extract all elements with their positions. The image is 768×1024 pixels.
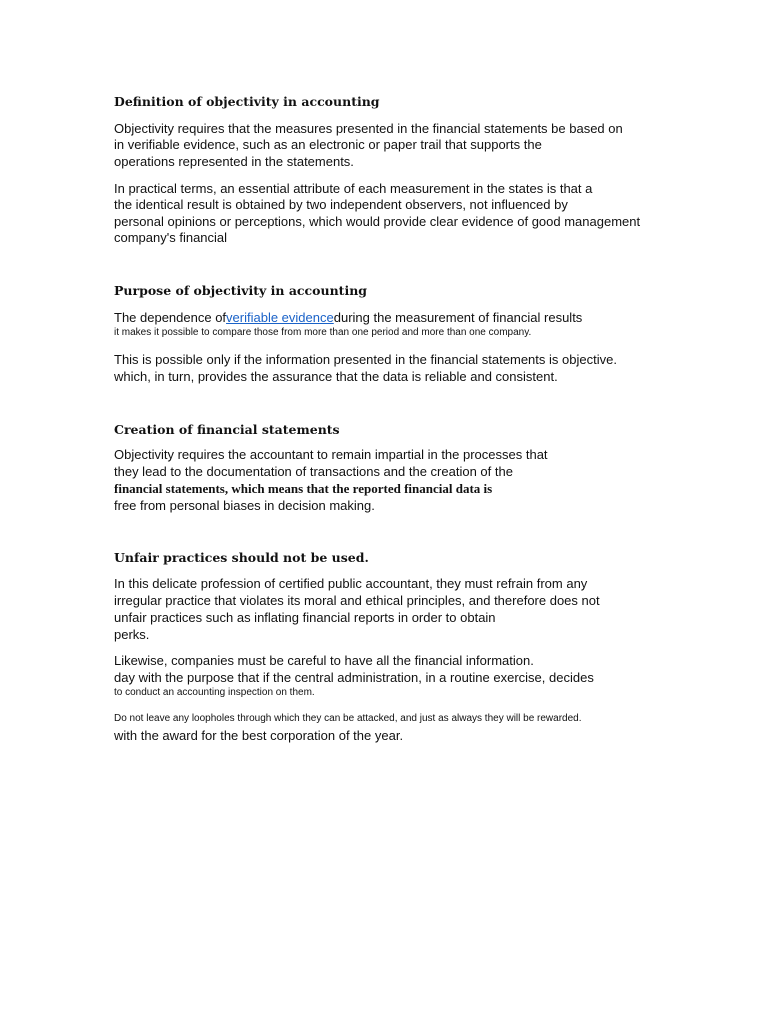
paragraph-line-small: to conduct an accounting inspection on them. xyxy=(114,687,315,698)
paragraph-line: Likewise, companies must be careful to have all the financial information. xyxy=(114,653,534,668)
paragraph-line: free from personal biases in decision making. xyxy=(114,498,375,513)
paragraph-line: with the award for the best corporation of the year. xyxy=(114,728,404,743)
paragraph-line: they lead to the documentation of transactions and the creation of the xyxy=(114,464,513,479)
section-heading-purpose: Purpose of objectivity in accounting xyxy=(114,283,368,298)
text-before-link: The dependence of xyxy=(114,310,227,325)
paragraph-line: This is possible only if the information presented in the financial statements is objective. xyxy=(114,352,617,367)
paragraph-line xyxy=(114,310,582,326)
paragraph-line: Objectivity requires the accountant to remain impartial in the processes that xyxy=(114,447,548,462)
paragraph-line-small: Do not leave any loopholes through which they can be attacked, and just as always they will be rewarded. xyxy=(114,713,582,724)
verifiable-evidence-link[interactable]: verifiable evidence xyxy=(226,310,334,325)
paragraph-line: unfair practices such as inflating financial reports in order to obtain xyxy=(114,610,496,625)
section-heading-definition: Definition of objectivity in accounting xyxy=(114,94,380,109)
section-heading-unfair-practices: Unfair practices should not be used. xyxy=(114,550,369,565)
paragraph-line: in verifiable evidence, such as an electronic or paper trail that supports the xyxy=(114,137,542,152)
paragraph-line: the identical result is obtained by two independent observers, not influenced by xyxy=(114,197,568,212)
paragraph-line: company's financial xyxy=(114,230,228,245)
section-heading-creation: Creation of financial statements xyxy=(114,422,340,437)
paragraph-line-small: it makes it possible to compare those from more than one period and more than one company. xyxy=(114,327,532,338)
paragraph-line: Objectivity requires that the measures presented in the financial statements be based on xyxy=(114,121,623,136)
paragraph-line: day with the purpose that if the central administration, in a routine exercise, decides xyxy=(114,670,594,685)
paragraph-line: In practical terms, an essential attribute of each measurement in the states is that a xyxy=(114,181,593,196)
paragraph-line: which, in turn, provides the assurance that the data is reliable and consistent. xyxy=(114,369,558,384)
paragraph-line-bold: financial statements, which means that the reported financial data is xyxy=(114,481,493,496)
paragraph-line: In this delicate profession of certified public accountant, they must refrain from any xyxy=(114,576,588,591)
text-after-link: during the measurement of financial results xyxy=(333,310,583,325)
paragraph-line: operations represented in the statements. xyxy=(114,154,354,169)
paragraph-line: perks. xyxy=(114,627,150,642)
paragraph-line: irregular practice that violates its moral and ethical principles, and therefore does not xyxy=(114,593,600,608)
paragraph-line: personal opinions or perceptions, which would provide clear evidence of good management xyxy=(114,214,641,229)
